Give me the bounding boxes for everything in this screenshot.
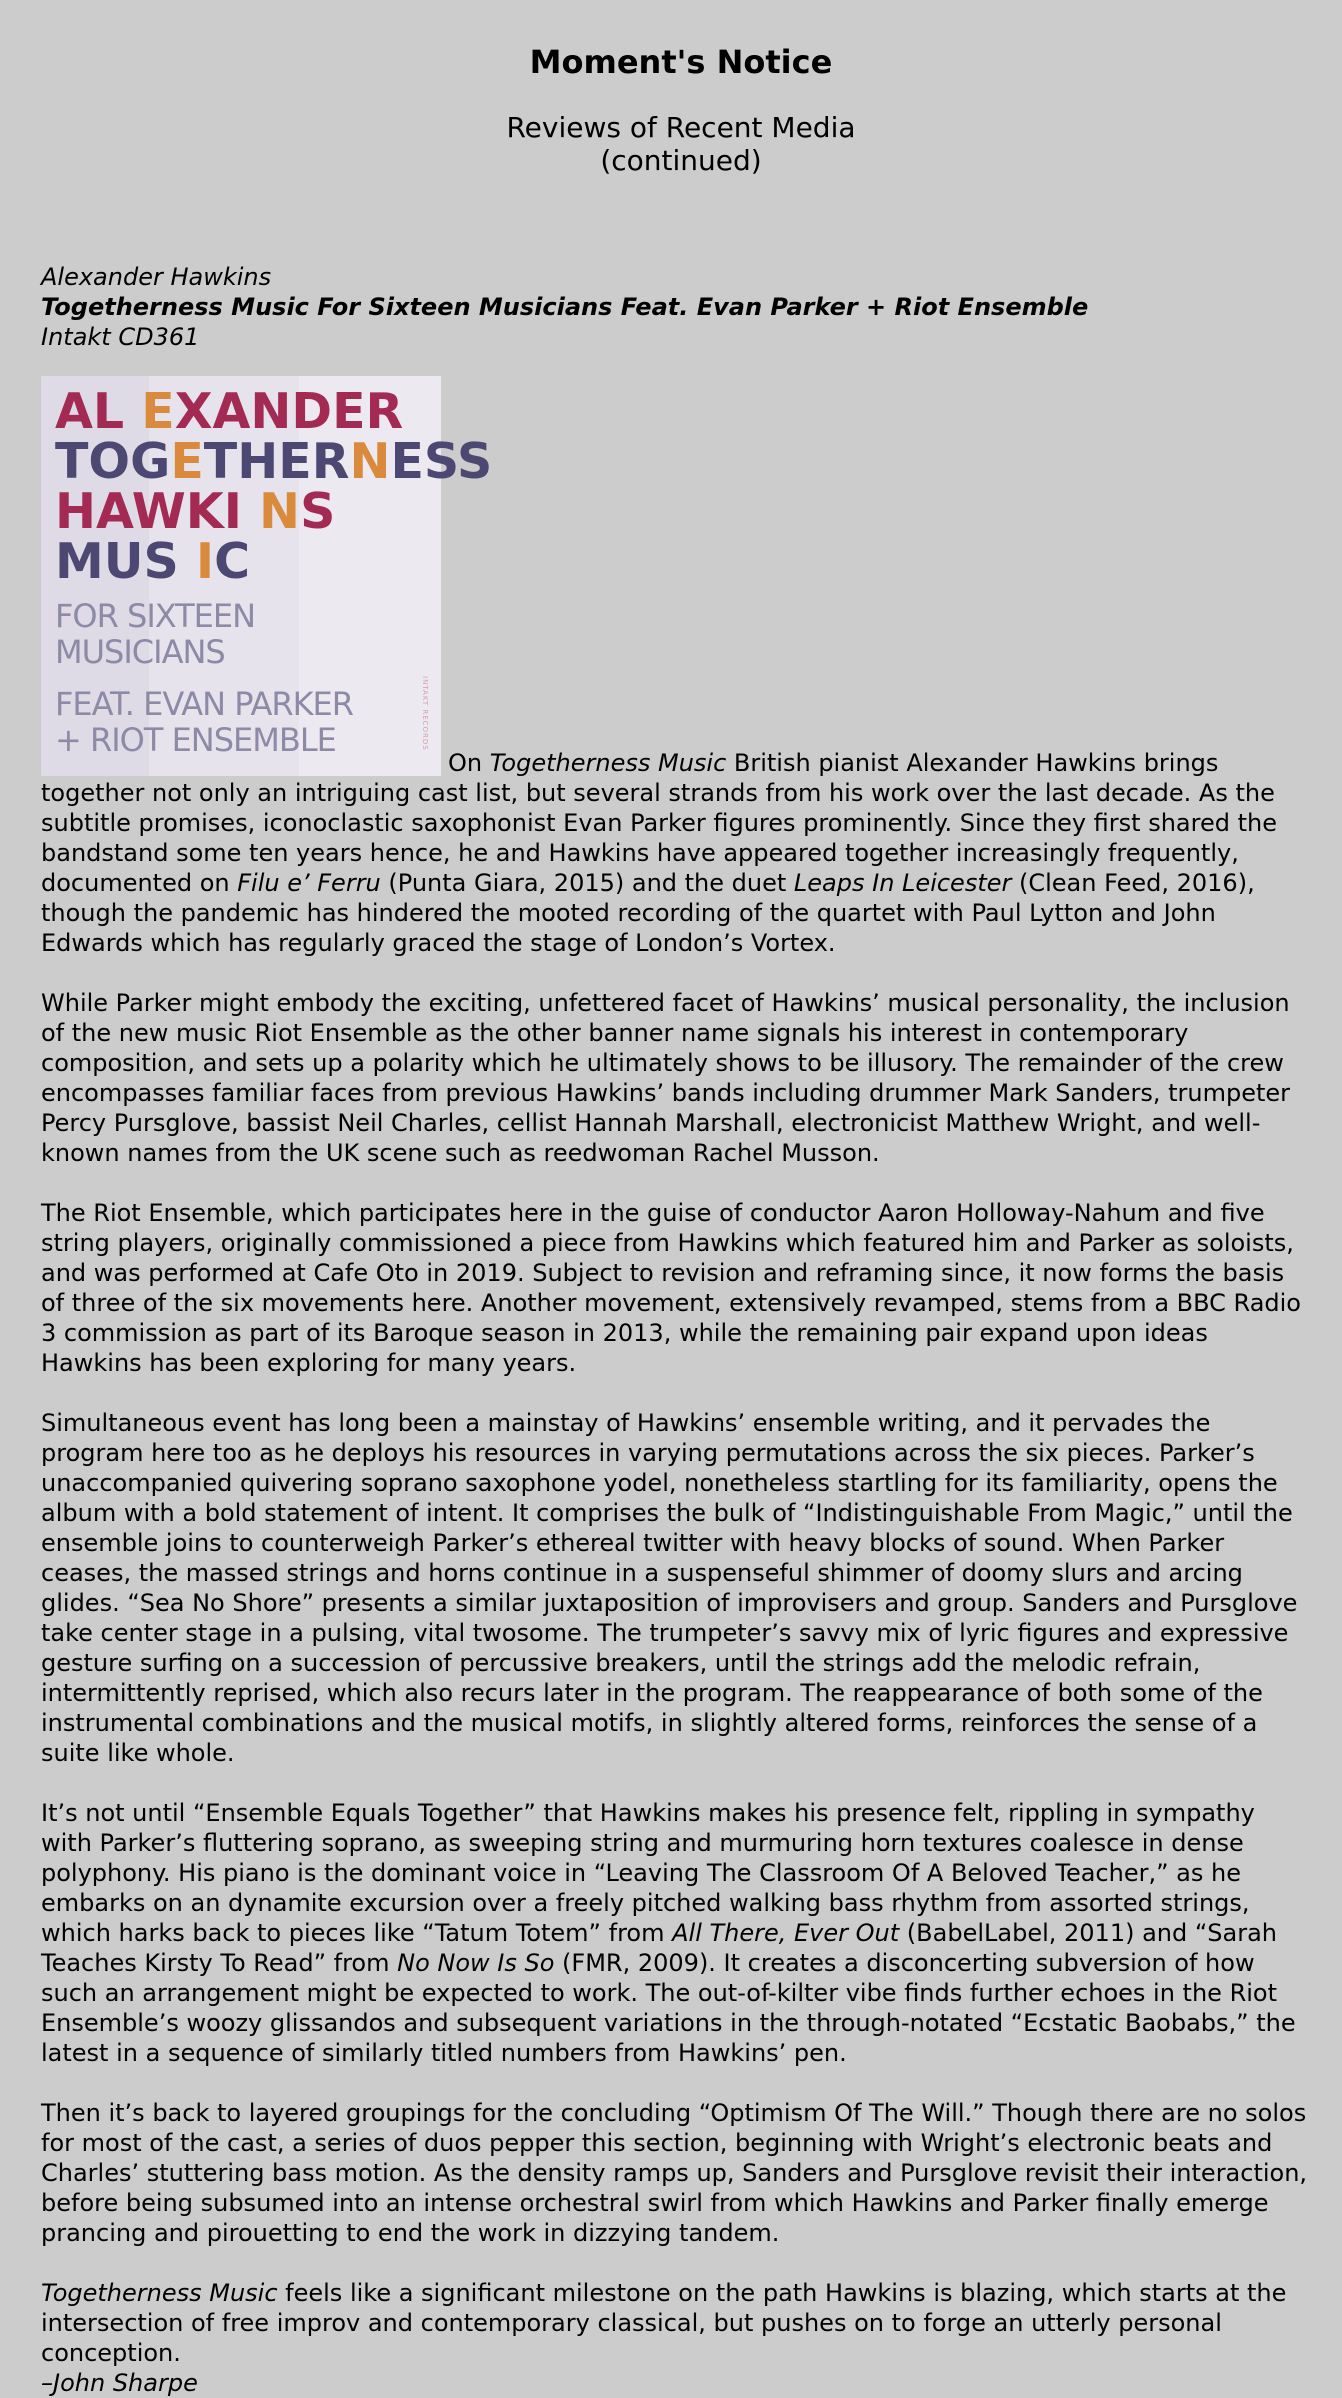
- cover-text-part: I: [195, 533, 215, 590]
- cover-text-part: S: [300, 483, 336, 540]
- cover-subtitle: FOR SIXTEEN: [55, 597, 256, 635]
- album-reference: All There, Ever Out: [672, 1919, 900, 1947]
- album-reference: Togetherness Music: [41, 2279, 278, 2307]
- cover-text-part: MUS: [55, 533, 196, 590]
- review-paragraph: [41, 748, 1309, 958]
- review-paragraph: [41, 1798, 1309, 2068]
- cover-text-row: [55, 433, 493, 490]
- cover-label-text: INTAKT RECORDS: [421, 676, 429, 751]
- cover-text-part: HAWKI: [55, 483, 260, 540]
- cover-text-row: [55, 483, 336, 540]
- text-run: (FMR, 2009). It creates a disconcerting subversion of how such an arrangement might be expected to work. The out-of-kilter vibe finds further echoes in the Riot Ensemble’s woozy glissandos and subsequent variations in the through-notated “Ecstatic Baobabs,” the latest in a sequence of similarly titled numbers from Hawkins’ pen.: [41, 1949, 1296, 2067]
- text-run: (Punta Giara, 2015) and the duet: [380, 869, 794, 897]
- review-body: [41, 748, 1309, 2398]
- text-run: It’s not until “Ensemble Equals Together” that Hawkins makes his presence felt, rippling in sympathy with Parker’s fluttering soprano, as sweeping string and murmuring horn textures coalesce in dense polyphony. His piano is the dominant voice in “Leaving The Classroom Of A Beloved Teacher,” as he embarks on an dynamite excursion over a freely pitched walking bass rhythm from assorted strings, which harks back to pieces like “Tatum Totem” from: [41, 1799, 1255, 1947]
- text-run: On: [448, 749, 490, 777]
- cover-text-part: AL: [55, 383, 142, 440]
- site-title: Moment's Notice: [529, 43, 833, 81]
- record-label: Intakt CD361: [41, 323, 200, 351]
- album-reference: Togetherness Music: [489, 749, 727, 777]
- cover-subtitle: MUSICIANS: [55, 633, 225, 671]
- text-run: (Clean Feed, 2016), though the pandemic has hindered the mooted recording of the quartet with Paul Lytton and John Edwards which has regularly graced the stage of London’s Vortex.: [41, 869, 1255, 957]
- cover-text-row: [55, 383, 404, 440]
- album-title: Togetherness Music For Sixteen Musicians Feat. Evan Parker + Riot Ensemble: [41, 293, 1089, 321]
- review-header: [41, 262, 1088, 352]
- cover-text-part: E: [141, 383, 175, 440]
- artist-name: Alexander Hawkins: [41, 263, 272, 291]
- review-paragraph: Then it’s back to layered groupings for the concluding “Optimism Of The Will.” Though there are no solos for most of the cast, a series of duos pepper this section, beginning with Wright’s electronic beats and Charles’ stuttering bass motion. As the density ramps up, Sanders and Pursglove revisit their interaction, before being subsumed into an intense orchestral swirl from which Hawkins and Parker finally emerge prancing and pirouetting to end the work in dizzying tandem.: [41, 2099, 1308, 2247]
- review-paragraph: [41, 2278, 1309, 2398]
- album-reference: Leaps In Leicester: [793, 869, 1012, 897]
- page-subtitle: [41, 111, 1321, 177]
- subtitle-line: Reviews of Recent Media: [506, 111, 856, 144]
- album-reference: No Now Is So: [397, 1949, 555, 1977]
- cover-text-row: [55, 533, 251, 590]
- text-run: (BabelLabel, 2011) and “Sarah Teaches Kirsty To Read” from: [41, 1919, 1278, 1977]
- cover-text-part: E: [170, 433, 204, 490]
- cover-subtitle: FEAT. EVAN PARKER: [55, 685, 353, 723]
- cover-text-part: ESS: [390, 433, 493, 490]
- cover-subtitle: + RIOT ENSEMBLE: [55, 721, 336, 759]
- review-paragraph: Simultaneous event has long been a mainstay of Hawkins’ ensemble writing, and it pervades the program here too as he deploys his resources in varying permutations across the six pieces. Parker’s unaccompanied quivering soprano saxophone yodel, nonetheless startling for its familiarity, opens the album with a bold statement of intent. It comprises the bulk of “Indistinguishable From Magic,” until the ensemble joins to counterweigh Parker’s ethereal twitter with heavy blocks of sound. When Parker ceases, the massed strings and horns continue in a suspenseful shimmer of doomy slurs and arcing glides. “Sea No Shore” presents a similar juxtaposition of improvisers and group. Sanders and Pursglove take center stage in a pulsing, vital twosome. The trumpeter’s savvy mix of lyric figures and expressive gesture surfing on a succession of percussive breakers, until the strings add the melodic refrain, intermittently reprised, which also recurs later in the program. The reappearance of both some of the instrumental combinations and the musical motifs, in slightly altered forms, reinforces the sense of a suite like whole.: [41, 1409, 1298, 1767]
- cover-text-part: THER: [203, 433, 350, 490]
- text-run: British pianist Alexander Hawkins brings together not only an intriguing cast list, but several strands from his work over the last decade. As the subtitle promises, iconoclastic saxophonist Evan Parker figures prominently. Since they first shared the bandstand some ten years hence, he and Hawkins have appeared together increasingly frequently, documented on: [41, 749, 1277, 897]
- reviewer-signature: –John Sharpe: [41, 2369, 198, 2397]
- cover-text-part: XANDER: [174, 383, 404, 440]
- cover-text-part: N: [349, 433, 391, 490]
- text-run: feels like a significant milestone on the path Hawkins is blazing, which starts at the intersection of free improv and contemporary classical, but pushes on to forge an utterly personal conception.: [41, 2279, 1287, 2367]
- review-paragraph: The Riot Ensemble, which participates here in the guise of conductor Aaron Holloway-Nahum and five string players, originally commissioned a piece from Hawkins which featured him and Parker as soloists, and was performed at Cafe Oto in 2019. Subject to revision and reframing since, it now forms the basis of three of the six movements here. Another movement, extensively revamped, stems from a BBC Radio 3 commission as part of its Baroque season in 2013, while the remaining pair expand upon ideas Hawkins has been exploring for many years.: [41, 1199, 1301, 1377]
- cover-text-part: TOG: [55, 433, 171, 490]
- subtitle-continued: (continued): [600, 144, 762, 177]
- cover-text-part: C: [214, 533, 251, 590]
- album-reference: Filu e’ Ferru: [237, 869, 381, 897]
- review-paragraph: While Parker might embody the exciting, unfettered facet of Hawkins’ musical personality, the inclusion of the new music Riot Ensemble as the other banner name signals his interest in contemporary composition, and sets up a polarity which he ultimately shows to be illusory. The remainder of the crew encompasses familiar faces from previous Hawkins’ bands including drummer Mark Sanders, trumpeter Percy Pursglove, bassist Neil Charles, cellist Hannah Marshall, electronicist Matthew Wright, and well-known names from the UK scene such as reedwoman Rachel Musson.: [41, 989, 1290, 1167]
- cover-text-part: N: [259, 483, 301, 540]
